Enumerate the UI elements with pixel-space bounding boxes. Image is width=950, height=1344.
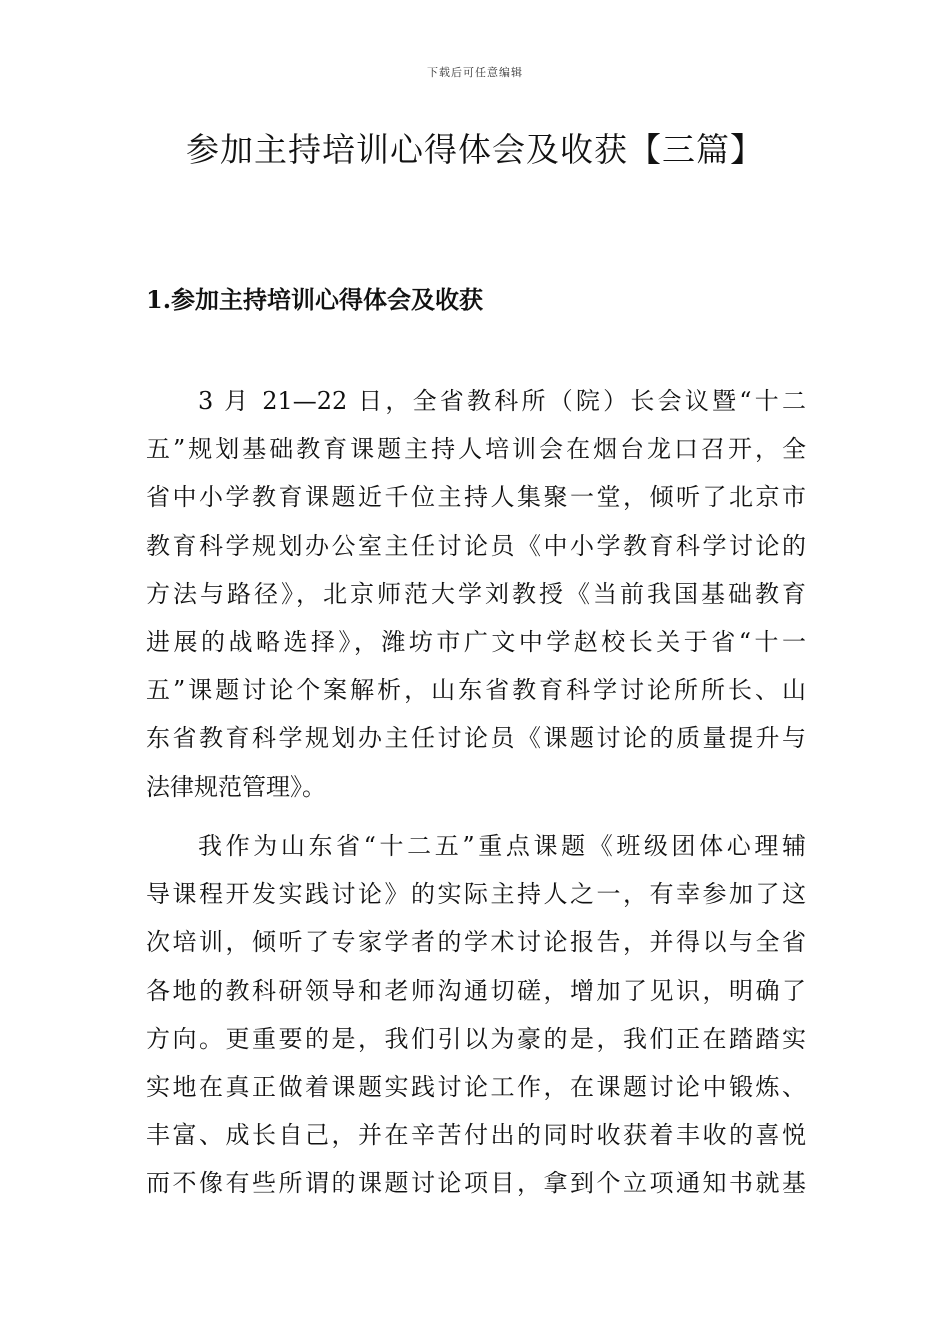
paragraph-line: 而不像有些所谓的课题讨论项目，拿到个立项通知书就基 xyxy=(146,1169,806,1198)
paragraph-line: 3 月 21—22 日，全省教科所（院）长会议暨“十二 xyxy=(198,387,806,415)
paragraph-line: 省中小学教育课题近千位主持人集聚一堂，倾听了北京市 xyxy=(146,483,806,512)
document-title: 参加主持培训心得体会及收获【三篇】 xyxy=(186,130,764,169)
paragraph-line: 五”规划基础教育课题主持人培训会在烟台龙口召开，全 xyxy=(146,435,806,464)
paragraph-line: 进展的战略选择》，潍坊市广文中学赵校长关于省“十一 xyxy=(146,627,806,656)
header-note: 下载后可任意编辑 xyxy=(427,66,523,79)
paragraph-line: 各地的教科研领导和老师沟通切磋，增加了见识，明确了 xyxy=(146,976,806,1005)
paragraph-line: 我作为山东省“十二五”重点课题《班级团体心理辅 xyxy=(198,832,806,860)
paragraph-line: 次培训，倾听了专家学者的学术讨论报告，并得以与全省 xyxy=(146,928,806,957)
paragraph-line: 实地在真正做着课题实践讨论工作，在课题讨论中锻炼、 xyxy=(146,1072,806,1101)
section-heading: 1.参加主持培训心得体会及收获 xyxy=(146,285,484,314)
paragraph-line: 方向。更重要的是，我们引以为豪的是，我们正在踏踏实 xyxy=(146,1024,806,1053)
paragraph-line: 五”课题讨论个案解析，山东省教育科学讨论所所长、山 xyxy=(146,676,806,705)
paragraph-line: 教育科学规划办公室主任讨论员《中小学教育科学讨论的 xyxy=(146,531,806,560)
paragraph-line: 方法与路径》，北京师范大学刘教授《当前我国基础教育 xyxy=(146,579,806,608)
paragraph-line: 丰富、成长自己，并在辛苦付出的同时收获着丰收的喜悦 xyxy=(146,1121,806,1150)
paragraph-line: 导课程开发实践讨论》的实际主持人之一，有幸参加了这 xyxy=(146,880,806,909)
paragraph-2 xyxy=(146,822,806,1208)
paragraph-line: 东省教育科学规划办主任讨论员《课题讨论的质量提升与 xyxy=(146,724,806,753)
paragraph-1 xyxy=(146,377,806,811)
paragraph-line: 法律规范管理》。 xyxy=(146,772,326,801)
